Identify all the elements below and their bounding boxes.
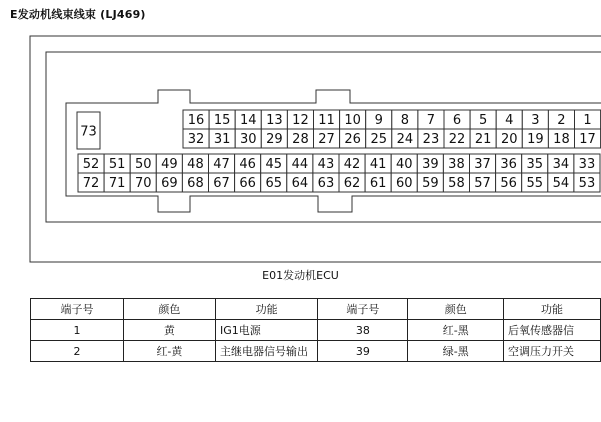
pin-label: 57	[474, 176, 491, 191]
terminal-cell: 2	[31, 341, 124, 362]
function-cell: 空调压力开关	[504, 341, 601, 362]
pin-label: 72	[82, 176, 100, 191]
pin-label: 62	[343, 176, 361, 191]
pin-label: 22	[448, 132, 466, 147]
pin-label: 7	[426, 113, 436, 128]
terminal-cell: 39	[318, 341, 408, 362]
pin-label: 14	[239, 113, 257, 128]
pin-label: 53	[578, 176, 596, 191]
pin-label: 35	[526, 157, 544, 172]
function-cell: 主继电器信号输出	[215, 341, 317, 362]
pin-label: 1	[583, 113, 592, 128]
table-row	[31, 341, 601, 362]
pin-function-table	[30, 298, 601, 362]
pin-label: 70	[134, 176, 152, 191]
terminal-cell: 38	[318, 320, 408, 341]
pin-label: 52	[82, 157, 100, 172]
table-row	[31, 320, 601, 341]
function-cell: 后氧传感器信	[504, 320, 601, 341]
connector-housing	[30, 36, 601, 262]
diagram-title: E发动机线束线束 (LJ469)	[10, 8, 146, 21]
pin-label: 19	[527, 132, 544, 147]
connector-caption: E01发动机ECU	[262, 269, 339, 282]
pin-label: 46	[239, 157, 256, 172]
pin-label: 39	[422, 157, 439, 172]
connector-body	[66, 90, 601, 212]
pin-label: 69	[161, 176, 178, 191]
pin-label: 13	[266, 113, 283, 128]
header-function: 功能	[215, 299, 317, 320]
pin-label: 38	[448, 157, 465, 172]
pin-label: 56	[500, 176, 517, 191]
pin-label: 17	[579, 132, 596, 147]
color-cell: 绿-黑	[408, 341, 504, 362]
pin-label: 60	[395, 176, 413, 191]
pin-label: 49	[161, 157, 178, 172]
pin-label: 20	[500, 132, 518, 147]
pin-label: 66	[239, 176, 256, 191]
pin-label: 54	[552, 176, 570, 191]
color-cell: 黄	[123, 320, 215, 341]
pin-label: 8	[400, 113, 409, 128]
pin-grid	[78, 110, 601, 192]
pin-label: 64	[291, 176, 309, 191]
pin-label: 58	[448, 176, 465, 191]
pin-label: 24	[396, 132, 414, 147]
pin-label: 73	[80, 124, 97, 140]
header-color: 颜色	[408, 299, 504, 320]
pin-label: 37	[474, 157, 491, 172]
pin-label: 61	[369, 176, 387, 191]
pin-label: 3	[531, 113, 540, 128]
color-cell: 红-黄	[123, 341, 215, 362]
table-header-row	[31, 299, 601, 320]
pin-label: 71	[108, 176, 126, 191]
pin-label: 32	[187, 132, 205, 147]
pin-label: 42	[343, 157, 361, 172]
header-terminal: 端子号	[318, 299, 408, 320]
pin-label: 45	[265, 157, 283, 172]
pin-label: 47	[213, 157, 230, 172]
pin-label: 48	[187, 157, 204, 172]
pin-label: 30	[239, 132, 257, 147]
pin-label: 31	[213, 132, 231, 147]
pin-label: 15	[213, 113, 231, 128]
pin-label: 11	[318, 113, 335, 128]
function-cell: IG1电源	[215, 320, 317, 341]
pin-label: 67	[213, 176, 230, 191]
pin-label: 40	[395, 157, 413, 172]
pin-label: 27	[318, 132, 335, 147]
pin-label: 36	[500, 157, 517, 172]
pin-label: 25	[370, 132, 388, 147]
header-function: 功能	[504, 299, 601, 320]
pin-label: 63	[317, 176, 335, 191]
pin-label: 50	[134, 157, 152, 172]
header-terminal: 端子号	[31, 299, 124, 320]
pin-label: 65	[265, 176, 283, 191]
pin-label: 18	[553, 132, 570, 147]
pin-label: 34	[552, 157, 570, 172]
pin-label: 68	[187, 176, 204, 191]
pin-label: 51	[108, 157, 126, 172]
header-color: 颜色	[123, 299, 215, 320]
pin-label: 29	[266, 132, 283, 147]
pin-label: 10	[344, 113, 361, 128]
pin-label: 6	[452, 113, 462, 128]
pin-label: 16	[187, 113, 205, 128]
pin-label: 21	[474, 132, 492, 147]
terminal-cell: 1	[31, 320, 124, 341]
pin-label: 41	[369, 157, 387, 172]
pin-label: 33	[578, 157, 596, 172]
pin-label: 5	[479, 113, 488, 128]
pin-label: 44	[291, 157, 309, 172]
pin-label: 26	[344, 132, 361, 147]
pin-label: 4	[505, 113, 514, 128]
pin-label: 9	[374, 113, 383, 128]
pin-label: 59	[422, 176, 439, 191]
pin-label: 55	[526, 176, 544, 191]
color-cell: 红-黑	[408, 320, 504, 341]
pin-label: 12	[292, 113, 309, 128]
pin-label: 23	[422, 132, 440, 147]
pin-label: 28	[292, 132, 309, 147]
pin-label: 2	[557, 113, 566, 128]
pin-label: 43	[317, 157, 335, 172]
